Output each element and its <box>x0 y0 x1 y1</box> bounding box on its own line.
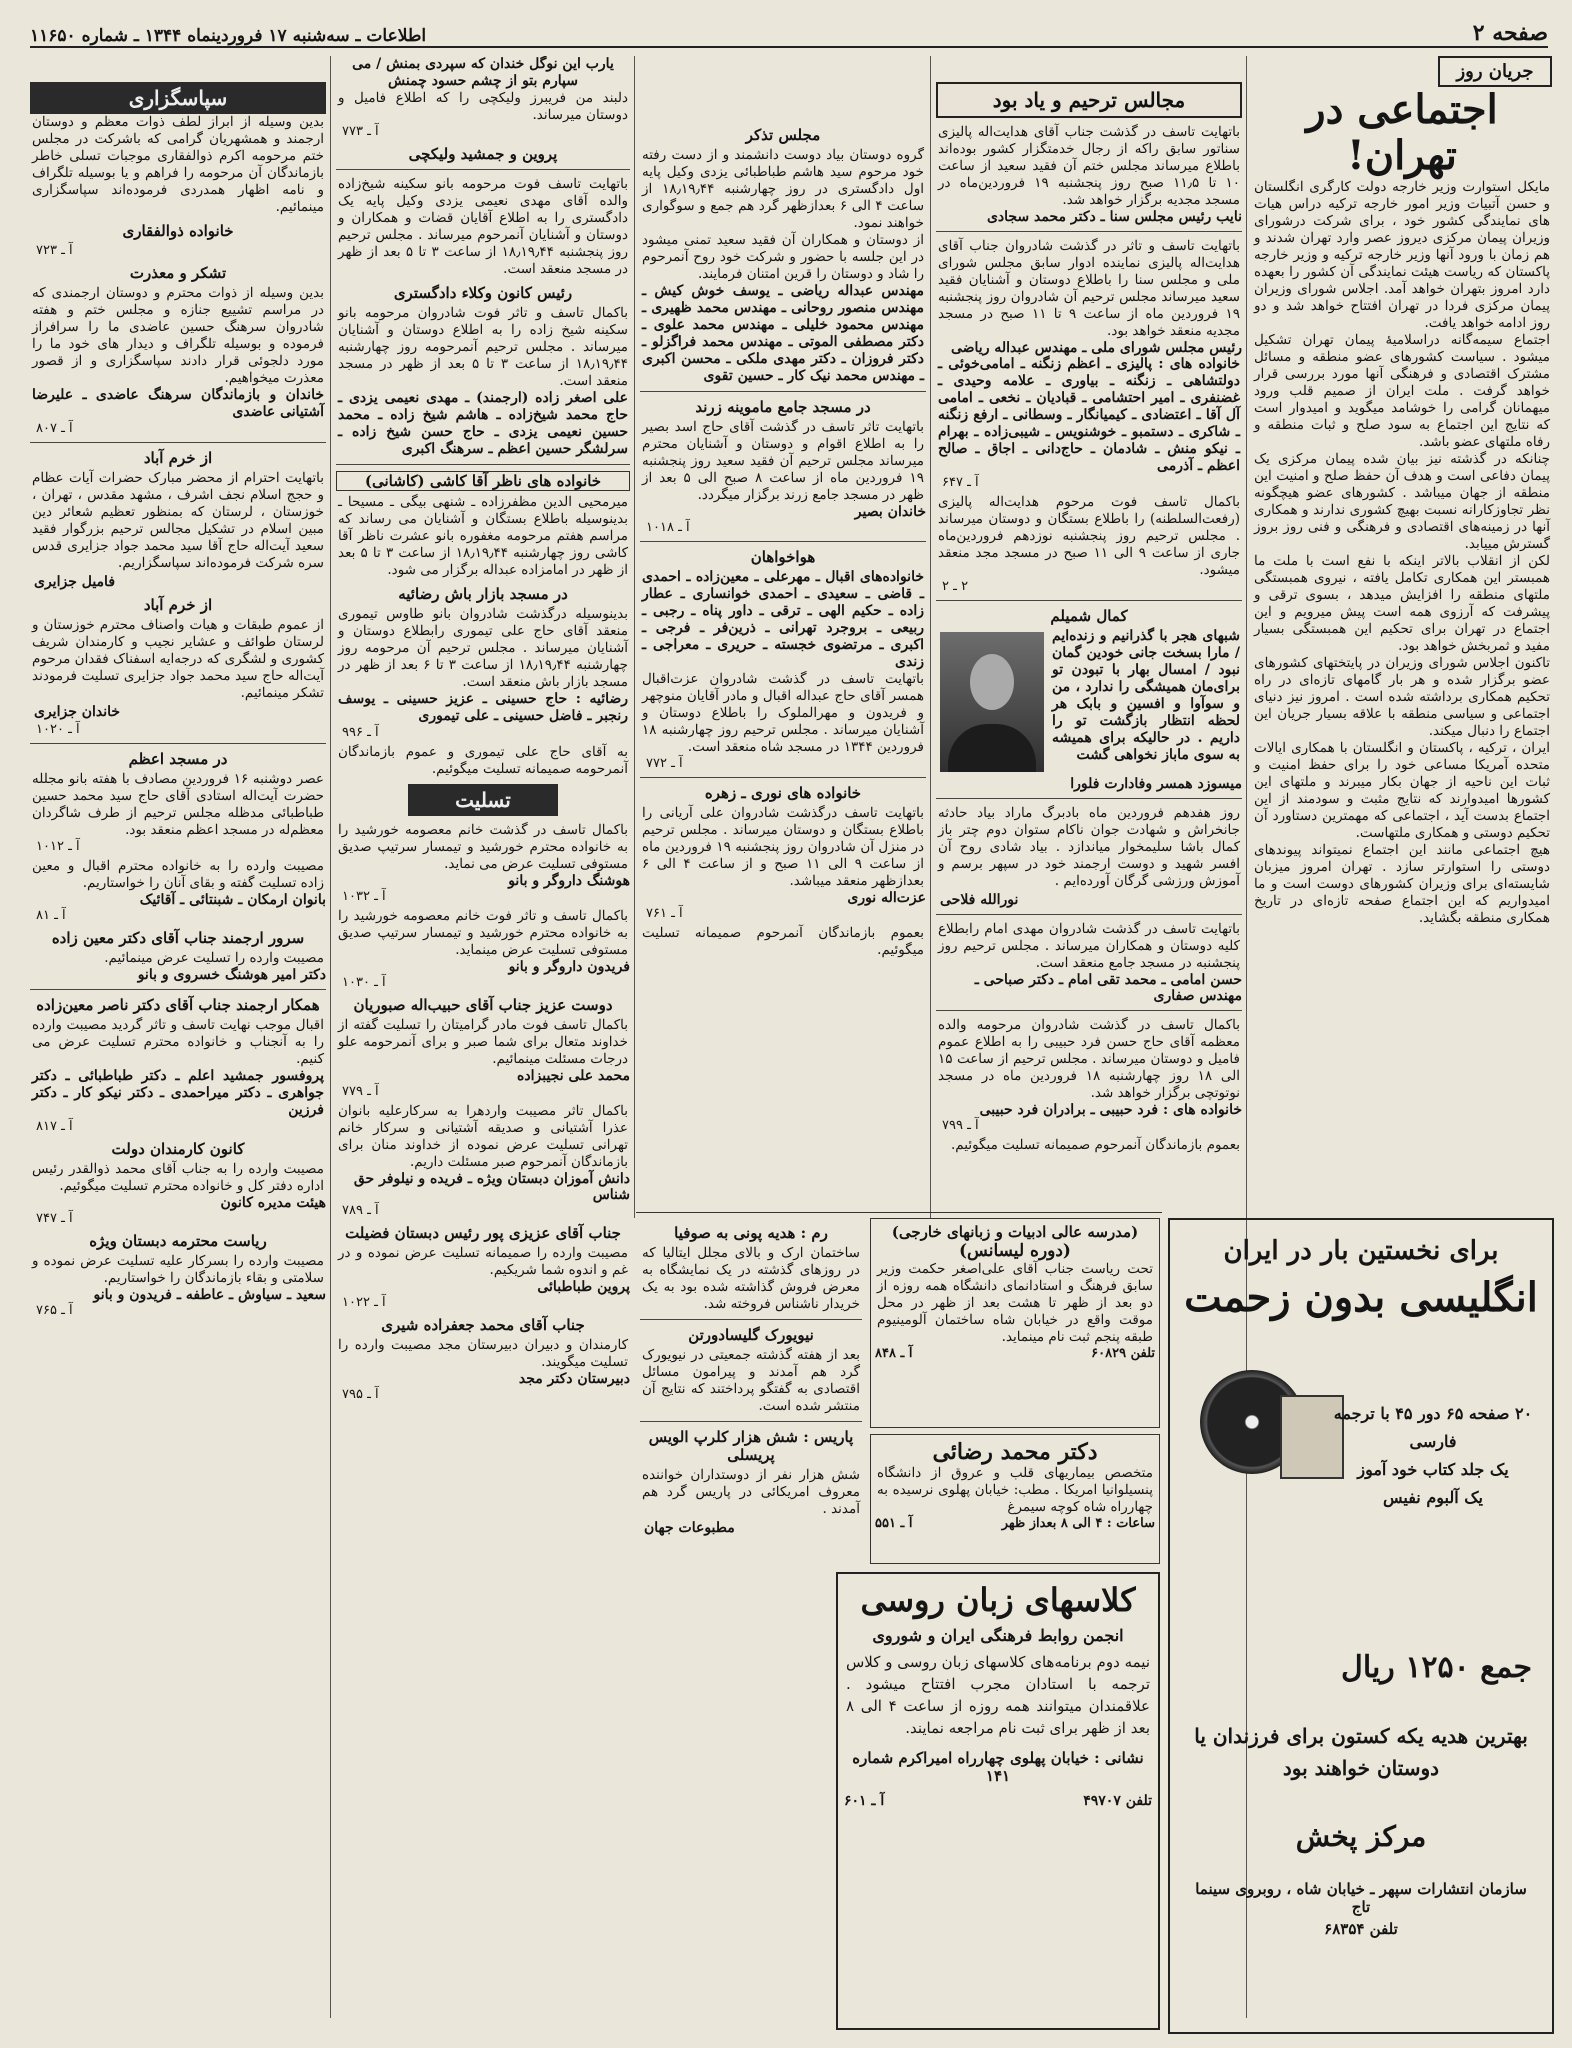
brief-source: مطبوعات جهان <box>644 1520 735 1536</box>
ad-gift-line: بهترین هدیه یکه کستون برای فرزندان یا دوستان خواهند بود <box>1194 1724 1528 1780</box>
notice-signature: نایب رئیس مجلس سنا ـ دکتر محمد سجادی <box>986 209 1242 225</box>
divider <box>336 464 630 465</box>
notice-text: از دوستان و همکاران آن فقید سعید تمنی میشود در این جلسه با حضور و شرکت خود روح آنمرحوم را شاد و دوستان را قرین امتنان فرمایند. <box>642 232 924 282</box>
editorial-paragraph: لکن از انقلاب بالاتر اینکه با نفع است با ملت ما همبستر این همکاری تکامل یافته ، نیروی همبستگی ملتهای منطقه را افزایش میدهد ، بسوی ترقی و پیشرفت که آرزوی همه است پیش میرویم و این اجتماع در تهران برای تحکیم این همبستگی بسیار مفید و ثمربخش خواهد بود. <box>1254 553 1550 654</box>
notice-code: آ ـ ۷۴۷ <box>36 1211 73 1226</box>
notice-signature: مهندس عبداله ریاضی ـ یوسف خوش کیش ـ مهندس منصور روحانی ـ مهندس محمد ظهیری ـ مهندس محمود خلیلی ـ مهندس محمد علوی ـ دکتر مصطفی الموتی ـ مهندس محمد فراگزلو ـ دکتر فروزان ـ دکتر مهدی ملکی ـ محسن اکبری ـ مهندس محمد نیک کار ـ حسین تقوی <box>642 283 924 384</box>
notice-signature: حسن امامی ـ محمد تقی امام ـ دکتر صباحی ـ مهندس صفاری <box>974 972 1242 1004</box>
notice-signature: خانواده های : فرد حبیبی ـ برادران فرد حبیبی <box>979 1102 1242 1118</box>
notice-text: باکمال تاسف در گذشت خانم معصومه خورشید را به خانواده محترم خورشید و تیمسار سرتیپ صدیق مستوفی تسلیت عرض می نماید. <box>338 822 628 872</box>
ad-line: یک آلبوم نفیس <box>1382 1488 1483 1507</box>
notice-code: آ ـ ۷۹۵ <box>342 1387 379 1402</box>
notice-signature: سعید ـ سیاوش ـ عاطفه ـ فریدون و بانو <box>93 1287 326 1303</box>
notice-signature: پروین و جمشید ولیکچی <box>408 145 558 163</box>
notice-signature: خاندان جزایری <box>34 704 121 720</box>
notice-title: تشکر و معذرت <box>129 264 227 282</box>
ad-footer <box>875 1516 1155 1531</box>
doctor-ad <box>870 1434 1160 1564</box>
notice-text: باکمال تاثر مصیبت واردهرا به سرکارعلیه بانوان عذرا آشتیانی و صدیقه آشتیانی و سرکار خانم تهرانی تسلیت عرض نموده از خداوند منان برای بازماندگان آنمرحوم صبر مسئلت داریم. <box>338 1103 628 1170</box>
column-rule <box>330 56 331 2018</box>
ad-distribution-center: مرکز پخش <box>1295 1820 1427 1853</box>
brief-title: پاریس : شش هزار کلرپ الویس پریسلی <box>648 1428 854 1464</box>
notice-code: آ ـ ۷۷۲ <box>646 756 683 771</box>
notice-title: خانواده های ناظر آقا کاشی (کاشانی) <box>336 471 630 491</box>
notice-title: سرور ارجمند جناب آقای دکتر معین زاده <box>51 929 305 947</box>
notice-code: آ ـ ۱۰۱۲ <box>36 839 80 854</box>
notice-text: باتهایت تاسف در گذشت شادروان عزت‌اقبال همسر آقای حاج عبداله اقبال و مادر آقایان منوچهر و فریدون و مهرالملوک را باطلاع دوستان و آشنایان میرساند . مجلس ترحیم روز چهارشنبه ۱۸ فروردین ۱۳۴۴ در مسجد شاه منعقد است. <box>642 671 924 755</box>
notice-code: آ ـ ۷۷۹ <box>342 1084 379 1099</box>
notice-text: مصیبت وارده را به خانواده محترم اقبال و معین زاده تسلیت گفته و بقای آنان را خواستاریم. <box>32 858 324 891</box>
editorial-paragraph: مایکل استوارت وزیر خارجه دولت کارگری انگلستان و حسن آتبیات وزیر امور خارجه ترکیه دراس هیات های نمایندگی کشور خود ، برای شرکت درشورای وزیران پیمان مرکزی دیروز عصر وارد تهران شدند و هم زمان با ورود آنها وزیر خارجه ترکیه و وزیر خارجه پاکستان که ریاست هیئت نمایندگی آن کشور را بعهده دارد امروز بتهران خواهد آمد. اجلاس شورای وزیران پیمان مرکزی فردا در تهران افتتاح خواهد شد و دو روز ادامه خواهد یافت. <box>1254 179 1550 331</box>
notice-title: مجلس تذکر <box>745 126 821 144</box>
notice-code: آ ـ ۱۰۳۰ <box>342 975 386 990</box>
divider <box>30 989 326 990</box>
notice-code: آ ـ ۸۰۷ <box>36 421 73 436</box>
notice-signature: هیئت مدیره کانون <box>220 1195 326 1211</box>
ad-hours: ساعات : ۴ الی ۸ بعداز ظهر <box>1001 1516 1155 1531</box>
notice-title: دوست عزیز جناب آقای حبیب‌اله صبوریان <box>353 996 613 1014</box>
notice-code: آ ـ ۸۱۷ <box>36 1119 73 1134</box>
notice-code: آ ـ ۱۰۲۰ <box>36 722 80 737</box>
section-title: مجالس ترحیم و یاد بود <box>936 82 1242 118</box>
notice-text: باتهایت تاسف در گذشت شادروان مهدی امام رابطلاع کلیه دوستان و همکاران میرساند . مجلس ترحیم روز پنجشنبه در مسجد جامع منعقد است. <box>938 921 1240 971</box>
notice-signature: هوشنگ داروگر و بانو <box>508 873 630 889</box>
ad-address: سازمان انتشارات سپهر ـ خیابان شاه ، روبروی سینما تاج <box>1195 1880 1527 1916</box>
notice-families: خانواده‌های اقبال ـ مهرعلی ـ معین‌زاده ـ احمدی ـ قاضی ـ سعیدی ـ احمدی خوانساری ـ عطار زاده ـ حکیم الهی ـ ترقی ـ داور پناه ـ رجبی ـ ربیعی ـ بروجرد تهرانی ـ ذرین‌فر ـ فرجی ـ اکبری ـ مرتضوی خجسته ـ حریری ـ معراجی ـ زندی <box>642 569 924 670</box>
notice-text: باتهایت تاسف فوت مرحومه بانو سکینه شیخ‌زاده والده آقای مهدی نعیمی یزدی وکیل پایه یک دادگستری را به اطلاع آقایان قضات و همکاران و دوستان و آشنایان آنمرحوم میرساند . مجلس ترحیم روز پنجشنبه ۱۸٫۱۹٫۴۴ از ساعت ۳ تا ۵ بعد از ظهر در مسجد منعقد است. <box>338 176 628 277</box>
notice-text: بدینوسیله درگذشت شادروان بانو طاوس تیموری منعقد آقای حاج علی تیموری رابطلاع دوستان و آشنایان میرساند . مجلس ترحیم آن مرحومه روز چهارشنبه ۱۸٫۱۹٫۴۴ از ساعت ۳ تا ۶ بعد از ظهر در مسجد بازار باش منعقد است. <box>338 606 628 690</box>
brief-title: نیویورک گلیسادورتن <box>688 1326 814 1344</box>
ad-title: (مدرسه عالی ادبیات و زبانهای خارجی) <box>891 1223 1139 1241</box>
editorial-paragraph: هیچ اجتماعی مانند این اجتماع نمیتواند پیوندهای دوستی را استوارتر سازد . تهران امروز میزبان شایسته‌ای برای وزیران کشورهای دوست است و ما امیدواریم که این اجتماع صفحه تازه‌ای در تاریخ همکاری منطقه بگشاید. <box>1254 842 1550 926</box>
ad-subtitle: انجمن روابط فرهنگی ایران و شوروی <box>872 1626 1124 1645</box>
notice-text: باکمال تاسف فوت مادر گرامیتان را تسلیت گفته از خداوند متعال برای شما صبر و برای آنمرحومه علو درجات مسئلت مینمائیم. <box>338 1017 628 1067</box>
editorial-paragraph: چنانکه در گذشته نیز بیان شده پیمان مرکزی یک پیمان دفاعی است و هدف آن حفظ صلح و امنیت این منطقه از جهان میباشد . کشورهای عضو هیچگونه نظر تجاوزکارانه نسبت بهیچ کشوری ندارند و همکاری آنها در زمینه‌های اقتصادی و فرهنگی و فنی روز بروز گسترش مییابد. <box>1254 451 1550 552</box>
notice-text: باکمال تاسف در گذشت شادروان مرحومه والده معظمه آقای حاج حسن فرد حبیبی را به اطلاع عموم فامیل و دوستان میرساند . مجلس ترحیم از ساعت ۱۵ الی ۱۸ روز چهارشنبه ۱۸ فروردین ماه در مسجد نوتوتچی برگزار خواهد شد. <box>938 1017 1240 1101</box>
notice-text: از عموم طبقات و هیات واصناف محترم خوزستان و لرستان طوائف و عشایر نجیب و کارمندان شریف کشوری و لشگری که درجه‌ایه اسفناک فقدان مرحوم آیت‌اله حاج سید محمد جواد جزایری تسلیت فرمودند تشکر مینمائیم. <box>32 617 324 701</box>
notice-code: آ ـ ۷۹۹ <box>942 1118 979 1133</box>
issue-line: اطلاعات ـ سه‌شنبه ۱۷ فروردینماه ۱۳۴۴ ـ شماره ۱۱۶۵۰ <box>30 26 427 46</box>
notice-title: ریاست محترمه دبستان ویژه <box>89 1232 267 1250</box>
poem-signature: میسوزد همسر وفادارت فلورا <box>1070 776 1242 792</box>
column-memorials <box>936 56 1242 1208</box>
notice-code: آ ـ ۸۱ <box>36 908 66 923</box>
column-memorials-2 <box>640 56 926 1208</box>
poem-text: شبهای هجر با گذرانیم و زنده‌ایم / مارا بسخت جانی خودین گمان نبود / امسال بهار با تبودن تو برای‌مان همیشگی را ندارد ، من و سوآوا و افسین و بابک هر لحظه انتظار بازگشت تو را داریم . در حالیکه برای همیشه به سوی ماباز نخواهی گشت <box>1052 628 1240 763</box>
notice-title: کانون کارمندان دولت <box>111 1140 245 1158</box>
ad-phone: تلفن ۴۹۷۰۷ <box>1083 1793 1152 1809</box>
notice-signature: دکتر امیر هوشنگ خسروی و بانو <box>137 967 326 983</box>
notice-title: همکار ارجمند جناب آقای دکتر ناصر معین‌زاده <box>36 996 320 1014</box>
editorial-paragraph: اجتماع سیمه‌گانه دراسلامیهٔ پیمان تهران تشکیل میشود . سیاست کشورهای عضو منطقه و مسائل مشترک اقتصادی و فرهنگی آنها مورد بررسی قرار خواهد گرفت . ملت ایران از صمیم قلب ورود میهمانان گرامی را خوشامد میگوید و امیدوار است که نتایج این اجتماع به سود صلح و ثبات منطقه و رفاه ملتهای عضو باشد. <box>1254 332 1550 450</box>
ad-text: تحت ریاست جناب آقای علی‌اصغر حکمت وزیر سابق فرهنگ و استادانمای دانشگاه همه روزه از دو بعد از ظهر تا هشت بعد از ظهر در محل موقت واقع در خیابان شاه ساختمان آلومینیوم طبقه پنجم ثبت نام مینماید. <box>877 1261 1153 1345</box>
divider <box>640 1319 862 1320</box>
notice-text: باکمال تاسف و تاثر فوت خانم معصومه خورشید را به خانواده محترم خورشید و تیمسار سرتیپ صدیق مستوفی تسلیت عرض مینماید. <box>338 908 628 958</box>
ad-phone: تلفن ۶۰۸۲۹ <box>1091 1346 1155 1361</box>
notice-signature: محمد علی نجیبزاده <box>517 1068 630 1084</box>
notice-text: گروه دوستان بیاد دوست دانشمند و از دست رفته خود مرحوم سید هاشم طباطبائی یزدی وکیل پایه اول دادگستری در روز چهارشنبه ۱۸٫۱۹٫۴۴ از ساعت ۴ الی ۶ بعدازظهر گرد هم جمع و سوگواری خواهند نمود. <box>642 147 925 231</box>
notice-title: از خرم آباد <box>143 596 213 614</box>
notice-code: آ ـ ۷۶۱ <box>646 906 683 921</box>
notice-code: آ ـ ۶۴۷ <box>942 475 979 490</box>
column-rule <box>634 56 635 1218</box>
ad-subtitle: (دوره لیسانس) <box>959 1241 1071 1261</box>
divider <box>936 914 1242 915</box>
notice-title: جناب آقای عزیزی پور رئیس دبستان فضیلت <box>345 1224 621 1242</box>
ad-address: نشانی : خیابان پهلوی چهارراه امیراکرم شماره ۱۴۱ <box>852 1749 1144 1785</box>
divider <box>30 743 326 744</box>
notice-signature: رئیس مجلس شورای ملی ـ مهندس عبداله ریاضی <box>950 340 1242 356</box>
editorial-title: اجتماعی در تهران! <box>1306 86 1498 179</box>
divider <box>936 1010 1242 1011</box>
world-news-briefs <box>640 1218 862 2030</box>
brief-title: رم : هدیه پونی به صوفیا <box>674 1224 828 1242</box>
notice-code: آ ـ ۷۸۹ <box>342 1203 379 1218</box>
divider <box>640 541 926 542</box>
ad-text: نیمه دوم برنامه‌های کلاسهای زبان روسی و کلاس ترجمه با استادان مجرب افتتاح میشود . علاقمندان میتوانند همه روزه از ساعت ۴ الی ۸ بعد از ظهر برای ثبت نام مراجعه نمایند. <box>846 1653 1150 1737</box>
divider <box>936 600 1242 601</box>
notice-closing: بعموم بازماندگان آنمرحوم صمیمانه تسلیت میگوئیم. <box>642 925 924 958</box>
notice-title: خانواده های نوری ـ زهره <box>704 784 862 802</box>
poem-title: کمال شمیلم <box>1050 607 1128 625</box>
notice-signature: دانش آموزان دبستان ویژه ـ فریده و نیلوفر حق شناس <box>353 1171 630 1203</box>
notice-title: در مسجد بازار باش رضائیه <box>398 585 568 603</box>
condolence-band: تسلیت <box>408 784 558 816</box>
notice-text: میرمحیی الدین مظفرزاده ـ شنهی بیگی ـ مسیحا ـ بدینوسیله باطلاع بستگان و آشنایان می رساند که مراسم هفتم مرحومه مغفوره بانو عشرت ناظر آقا کاشی روز چهارشنبه ۱۸٫۱۹٫۴۴ از ساعت ۳ تا ۵ بعد از ظهر در امامزاده عبداله برگزار می شود. <box>338 494 629 578</box>
divider <box>30 442 326 443</box>
ad-phone: تلفن ۶۸۳۵۴ <box>1324 1920 1398 1938</box>
notice-signature: فریدون داروگر و بانو <box>508 959 630 975</box>
column-condolences <box>336 56 630 2024</box>
notice-code: آ ـ ۱۰۲۲ <box>342 1295 386 1310</box>
notice-code: آ ـ ۱۰۳۲ <box>342 889 386 904</box>
notice-signature: خانواده ذوالفقاری <box>122 222 234 240</box>
divider <box>640 777 926 778</box>
notice-signature: نورالله فلاحی <box>940 892 1019 908</box>
notice-text: مصیبت وارده را بسرکار علیه تسلیت عرض نموده و سلامتی و بقاء بازماندگان را خواستاریم. <box>32 1253 324 1286</box>
divider <box>336 169 630 170</box>
column-thanks <box>30 56 326 2024</box>
ad-title: دکتر محمد رضائی <box>932 1439 1098 1465</box>
notice-text: باتهایت تاسف درگذشت شادروان علی آریانی را باطلاع بستگان و دوستان میرساند . مجلس ترحیم در منزل آن شادروان روز پنجشنبه ۱۹ فروردین ماه از ساعت ۹ الی ۱۱ صبح و از ساعت ۴ الی ۶ بعدازظهر منعقد میباشد. <box>642 805 925 889</box>
notice-text: بدین وسیله از ابراز لطف ذوات معظم و دوستان ارجمند و همشهریان گرامی که باشرکت در مجلس ختم مرحومه اکرم ذوالفقاری موجبات تسلی خاطر بازماندگان آن مرحومه را فراهم و یا بوسیله تلگراف و نامه اظهار همدردی فرموده‌اند سپاسگزاری مینمائیم. <box>32 114 324 215</box>
notice-closing: به آقای حاج علی تیموری و عموم بازماندگان آنمرحومه صمیمانه تسلیت میگوئیم. <box>338 744 628 777</box>
page-header <box>30 22 1548 48</box>
ad-headline-large: انگلیسی بدون زحمت <box>1184 1274 1538 1321</box>
divider <box>936 231 1242 232</box>
notice-signature: رئیس کانون وکلاء دادگستری <box>393 284 573 302</box>
editorial-paragraph: ایران ، ترکیه ، پاکستان و انگلستان با همکاری ایالات متحده آمریکا مساعی خود را برای حفظ امنیت و ثبات این ناحیه از جهان بکار میبرند و ملتهای این کشورها امیدوارند که نتایج مثبت و سودمند از این اجتماع بدست آید ، اجتماعی که مهمترین دستاورد آن تحکیم دوستی و همکاری ملتهاست. <box>1254 740 1550 841</box>
divider <box>640 1421 862 1422</box>
notice-title: از خرم آباد <box>143 449 213 467</box>
notice-text: باکمال تاسف فوت مرحوم هدایت‌اله پالیزی (رفعت‌السلطنه) را باطلاع بستگان و دوستان میرساند . مجلس ترحیم روز پنجشنبه نوزدهم فروردین‌ماه جاری از ساعت ۹ الی ۱۱ صبح در مسجد مجد منعقد میشود. <box>938 494 1240 578</box>
notice-title: جناب آقای محمد جعفراده شیری <box>381 1316 585 1334</box>
notice-text: مصیبت وارده را صمیمانه تسلیت عرض نموده و در غم و اندوه شما شریکیم. <box>338 1245 628 1278</box>
ad-code: آ ـ ۸۴۸ <box>875 1346 913 1361</box>
notice-text: باکمال تاسف و تاثر فوت شادروان مرحومه بانو سکینه شیخ زاده را به اطلاع دوستان و آشنایان میرساند . مجلس ترحیم آنمرحومه روز چهارشنبه ۱۸٫۱۹٫۴۴ از ساعت ۳ تا ۵ بعد از ظهر در مسجد منعقد است. <box>338 305 629 389</box>
editorial-heading: جریان روز <box>1438 56 1552 87</box>
ad-headline: برای نخستین بار در ایران <box>1223 1236 1499 1266</box>
notice-title: هواخواهان <box>750 548 816 566</box>
notice-text: روز هفدهم فروردین ماه بادبرگ ماراد بیاد حادثه جانخراش و شهادت جوان ناکام ستوان دوم چتر باز کمال باشا سلیمخوار میاندازد . بیاد شادی روح آن افسر شهید و دوست ارجمند خود در سپهر برسم و آموزش ورزشی گرگان آورده‌ایم . <box>938 805 1240 889</box>
notice-signature: دبیرستان دکتر مجد <box>518 1371 630 1387</box>
ad-text: متخصص بیماریهای قلب و عروق از دانشگاه پنسیلوانیا امریکا . مطب: خیابان پهلوی نرسیده به چهارراه شاه کوچه سیمرغ <box>877 1465 1153 1515</box>
ad-footer <box>875 1346 1155 1361</box>
notice-code: آ ـ ۹۹۶ <box>342 725 379 740</box>
column-editorial <box>1252 56 1552 1208</box>
ads-rule <box>636 1212 1162 1213</box>
ad-code: آ ـ ۶۰۱ <box>844 1793 885 1809</box>
ad-code: آ ـ ۵۵۱ <box>875 1516 913 1531</box>
notice-text: باتهایت تاسف و تاثر در گذشت شادروان جناب آقای هدایت‌اله پالیزی نماینده ادوار سابق مجلس شورای ملی و مجلس سنا را باطلاع دوستان و آشنایان فقید سعید میرساند مجلس ترحیم آن شادروان روز پنجشنبه ۱۹ فروردین ماه از ساعت ۹ تا ۱۱ صبح در مسجد مجدیه منعقد خواهد بود. <box>938 238 1241 339</box>
english-course-ad <box>1168 1218 1554 2034</box>
notice-signature: عزت‌اله نوری <box>847 890 926 906</box>
ad-line: یک جلد کتاب خود آموز <box>1357 1460 1509 1479</box>
notice-title: در مسجد جامع ماموینه زرند <box>695 398 871 416</box>
literature-school-ad <box>870 1218 1160 1428</box>
russian-classes-ad <box>836 1572 1160 2030</box>
notice-text: دلبند من فریبرز ولیکچی را که اطلاع فامیل و دوستان میرساند. <box>338 90 628 123</box>
notice-signature: فامیل جزایری <box>34 574 116 590</box>
notice-text: باتهایت احترام از محضر مبارک حضرات آیات عظام و حجج اسلام نجف اشرف ، مشهد مقدس ، تهران ، خوزستان ، لرستان که بمنظور تعظیم شعائر دین مبین اسلام در تشکیل مجالس ترحیم بزرگوار فقید سعید آیت‌اله حاج آقا سید محمد جواد جزایری قدس سره شرکت فرموده‌اند سپاسگزاریم. <box>32 470 324 571</box>
column-rule <box>930 56 931 1218</box>
notice-text: اقبال موجب نهایت تاسف و تاثر گردید مصیبت وارده را به آنجناب و خانواده محترم تسلیت عرض می کنیم. <box>32 1017 324 1067</box>
notice-families: خانواده های : پالیزی ـ اعظم زنگنه ـ امامی‌خوئی ـ دولتشاهی ـ زنگنه ـ بیاوری ـ علامه وحیدی ـ غضنفری ـ امیر احتشامی ـ قبادیان ـ نخعی ـ امامی آل آقا ـ اعتضادی ـ کیمیانگار ـ وسطانی ـ ارفع زنگنه ـ شاکری ـ دستمبو ـ خوشنویس ـ شیبی‌زاده ـ بهرام ـ نیکو منش ـ شادمان ـ حاج‌دانی ـ اجاق ـ صالح اعظم ـ آذرمی <box>938 356 1240 474</box>
brief-text: بعد از هفته گذشته جمعیتی در نیویورک گرد هم آمدند و پیرامون مسائل اقتصادی به گفتگو پرداختند که نتایج آن منتشر شده است. <box>642 1347 860 1414</box>
notice-text: مصیبت وارده را تسلیت عرض مینمائیم. <box>104 950 324 966</box>
poem-text: یارب این نوگل خندان که سپردی بمنش / می سپارم بتو از چشم حسود چمنش <box>352 56 614 89</box>
notice-code: آ ـ ۷۷۳ <box>342 124 379 139</box>
notice-text: باتهایت تاسف در گذشت جناب آقای هدایت‌اله پالیزی سناتور سابق راکه از رجال خدمتگزار کشور بوده‌اند باطلاع میرساند مجلس ختم آن فقید سعید از ساعت ۱۰ تا ۱۱٫۵ صبح روز پنجشنبه ۱۹ فروردین‌ماه در مسجد مجدیه برگزار خواهد شد. <box>938 124 1241 208</box>
notice-signature: خاندان بصیر <box>854 504 926 520</box>
notice-signature: علی اصغر زاده (ارجمند) ـ مهدی نعیمی یزدی ـ حاج محمد شیخ‌زاده ـ هاشم شیخ زاده ـ محمد حسین نعیمی یزدی ـ حاج حسن شیخ زاده ـ سرلشگر حسین اعظم ـ سرهنگ اکبری <box>338 390 628 457</box>
ad-footer <box>844 1793 1152 1809</box>
page-number: صفحه ۲ <box>1472 20 1548 46</box>
notice-title: در مسجد اعظم <box>128 750 228 768</box>
notice-signature: پروفسور جمشید اعلم ـ دکتر طباطبائی ـ دکتر جواهری ـ دکتر میراحمدی ـ دکتر نیکو کار ـ دکتر فرزین <box>32 1068 324 1118</box>
divider <box>936 798 1242 799</box>
notice-code: ۲ ـ ۲ <box>942 579 969 594</box>
ad-title: کلاسهای زبان روسی <box>860 1581 1136 1619</box>
brief-text: ساختمان ارک و بالای مجلل ایتالیا که در روزهای گذشته در یک نمایشگاه به معرض فروش گذاشته شده بود به یک خریدار ناشناس فروخته شد. <box>642 1245 860 1312</box>
notice-text: بدین وسیله از ذوات محترم و دوستان ارجمندی که در مراسم تشییع جنازه و مجلس ختم و هفته شادروان سرهنگ حسین عاضدی ما را سرافراز فرموده و بوسیله تلگراف و دیدار های خود ما را مورد دلجوئی قرار دادند سپاسگزاری و از قصور معذرت میخواهیم. <box>32 285 324 386</box>
notice-text: کارمندان و دبیران دبیرستان مجد مصیبت وارده را تسلیت میگویند. <box>338 1337 628 1370</box>
notice-signature: پروین طباطبائی <box>537 1279 630 1295</box>
notice-code: آ ـ ۱۰۱۸ <box>646 520 690 535</box>
notice-text: باتهایت تاثر تاسف در گذشت آقای حاج اسد بصیر را به اطلاع اقوام و دوستان و آشنایان محترم میرساند مجلس ترحیم آن فقید سعید روز پنجشنبه ۱۹ فروردین ماه از ساعت ۸ صبح الی ۵ بعد از ظهر در مسجد جامع زرند برگزار میگردد. <box>642 419 924 503</box>
notice-signature: خاندان و بازماندگان سرهنگ عاضدی ـ علیرضا آشتیانی عاضدی <box>32 387 324 420</box>
ad-price: جمع ۱۲۵۰ ریال <box>1341 1650 1532 1685</box>
ad-line: ۲۰ صفحه ۶۵ دور ۴۵ با ترجمه فارسی <box>1333 1404 1533 1451</box>
notice-text: مصیبت وارده را به جناب آقای محمد ذوالقدر رئیس اداره دفتر کل و خانواده محترم تسلیت میگوئیم. <box>32 1161 324 1194</box>
notice-signature: بانوان ارمکان ـ شبنتائی ـ آقائیک <box>139 892 326 908</box>
notice-code: آ ـ ۷۶۵ <box>36 1303 73 1318</box>
thanks-band: سپاسگزاری <box>30 82 326 114</box>
portrait-photo <box>940 632 1044 772</box>
divider <box>640 391 926 392</box>
notice-signature: رضائیه : حاج حسینی ـ عزیز حسینی ـ یوسف رنجبر ـ فاضل حسینی ـ علی تیموری <box>338 691 628 724</box>
ad-contents <box>1328 1400 1538 1512</box>
notice-closing: بعموم بازماندگان آنمرحوم صمیمانه تسلیت میگوئیم. <box>950 1137 1240 1153</box>
notice-code: آ ـ ۷۲۳ <box>36 243 73 258</box>
editorial-paragraph: تاکنون اجلاس شورای وزیران در پایتختهای کشورهای عضو برگزار شده و هر بار گامهای تازه‌ای در راه تحکیم همکاری برداشته شده است . امروز نیز دنیای اجتماعی و سیاسی منطقه با علاقه بسیار جریان این اجتماع را دنبال میکند. <box>1254 655 1550 739</box>
brief-text: شش هزار نفر از دوستداران خواننده معروف امریکائی در پاریس گرد هم آمدند . <box>642 1467 860 1517</box>
notice-text: عصر دوشنبه ۱۶ فروردین مصادف با هفته بانو مجلله حضرت آیت‌اله استادی آقای حاج سید محمد حسین طباطبائی مدظله مجلس ترحیم از طرف شاگردان معظم‌له در مسجد اعظم منعقد بود. <box>32 771 324 838</box>
